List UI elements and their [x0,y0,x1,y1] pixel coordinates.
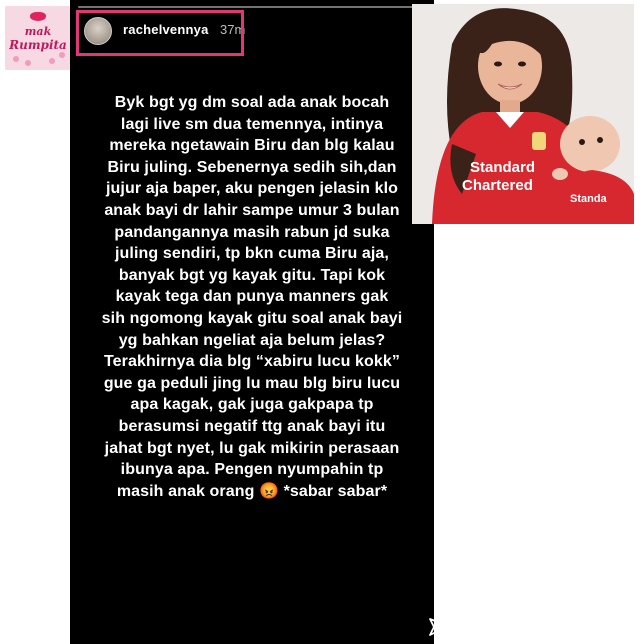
story-text-line: kayak tega dan punya manners gak [115,288,389,306]
story-progress-bar [78,6,426,8]
story-text-line: pandangannya masih rabun jd suka [114,223,390,241]
logo-dot [49,58,55,64]
username-highlight-box [76,10,244,56]
jersey-text-bottom: Chartered [462,177,533,194]
story-panel[interactable] [70,0,485,644]
story-timestamp: 37m [220,22,246,37]
story-text-line: sih ngomong kayak gitu soal anak bayi [101,309,403,327]
story-text-line: juling sendiri, tp bkn cuma Biru aja, [115,245,389,263]
profile-photo [412,4,634,224]
logo-text-top: mak [24,25,52,38]
story-text-line: Terakhirnya dia blg “xabiru lucu kokk” [103,353,401,371]
story-text-line: berasumsi negatif ttg anak bayi itu [118,417,386,435]
baby-jersey-text: Standa [570,193,607,205]
photo-illustration [412,4,634,224]
story-text-line: Byk bgt yg dm soal ada anak bocah [114,94,390,111]
story-text-line: yg bahkan ngeliat aja belum jelas? [118,331,386,349]
story-text-line: lagi live sm dua temennya, intinya [120,115,384,133]
lips-icon [30,12,46,21]
story-text-line: ibunya apa. Pengen nyumpahin tp [120,461,384,479]
more-icon[interactable]: ••• [467,618,485,635]
story-text-line: apa kagak, gak juga gakpapa tp [130,396,374,414]
logo-dot [59,52,65,58]
story-text-line: jujur aja baper, aku pengen jelasin klo [106,180,398,198]
story-text-line: banyak bgt yg kayak gitu. Tapi kok [118,266,386,284]
crest-icon [532,132,546,150]
story-username[interactable]: rachelvennya [123,22,209,37]
jersey-text-top: Standard [470,159,536,176]
story-text-line: Biru juling. Sebenernya sedih sih,dan [107,158,397,176]
story-text-line: gue ga peduli jing lu mau blg biru lucu [103,374,401,392]
send-icon[interactable] [428,616,450,638]
story-text-line: jahat bgt nyet, lu gak mikirin perasaan [104,439,400,457]
logo-dot [13,56,19,62]
brand-logo [5,6,71,70]
story-text-line: mereka ngetawain Biru dan blg kalau [109,137,395,155]
story-text-line: masih anak orang 😡 *sabar sabar* [116,482,388,500]
logo-dot [25,60,31,66]
story-text [86,92,418,502]
logo-text-bottom: Rumpita [9,38,67,52]
story-text-line: anak bayi dr lahir sampe umur 3 bulan [104,201,400,219]
